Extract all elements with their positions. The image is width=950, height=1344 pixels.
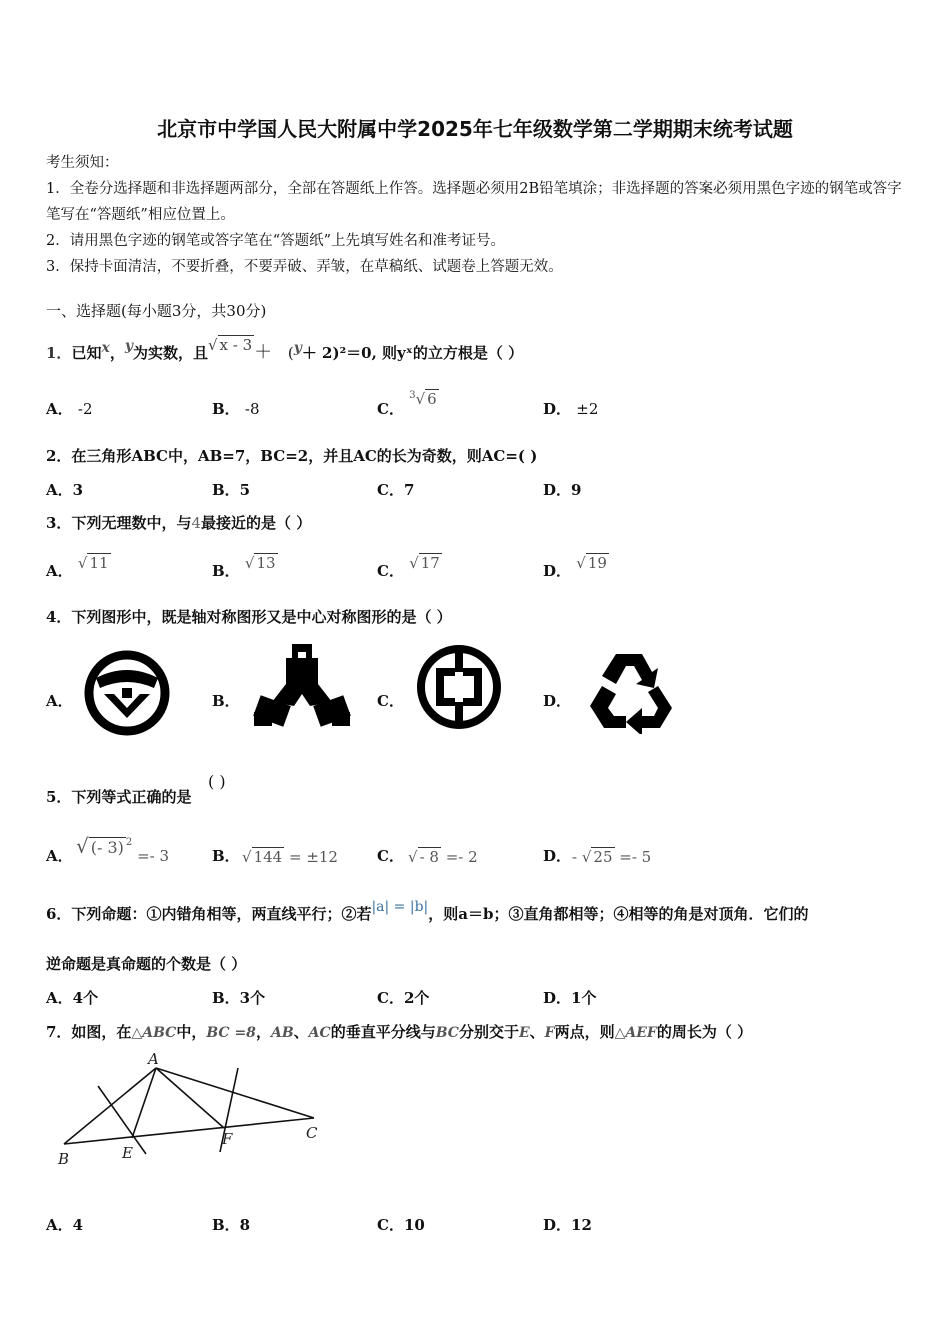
rhs: =- 5 [619,848,652,866]
option-letter: A． [46,562,73,580]
option-letter: C． [377,400,404,418]
option-value: -2 [77,400,93,418]
option-letter: D． [543,562,572,580]
option-b[interactable]: B．3个 [212,989,266,1007]
question-7 [46,1021,752,1042]
notes-heading: 考生须知： [46,155,119,171]
segment-ac-line [156,1068,314,1118]
question-number: 3． [46,514,72,532]
option-a[interactable] [46,554,111,581]
rhs: =- 3 [137,847,170,865]
sqrt-expression: √ x - 3 [207,336,253,354]
radicand: x - 3 [219,336,253,354]
option-b[interactable]: B．8 [212,1216,251,1234]
option-a[interactable]: A．3 [46,481,84,499]
q1-comma: ， [109,344,125,362]
radicand: 17 [420,554,440,572]
option-b[interactable]: B．5 [212,481,251,499]
radicand: 144 [253,848,283,866]
option-c[interactable]: C． [377,692,404,710]
option-a[interactable]: A． [46,692,73,710]
ring-emblem-icon[interactable] [82,648,172,738]
option-d[interactable]: D．12 [543,1216,592,1234]
answer-paren: ( ) [208,772,226,791]
question-number: 1． [46,344,72,362]
option-c[interactable] [377,390,439,419]
q7-text: 7．如图，在 [46,1023,132,1041]
radicand: 6 [427,390,437,408]
option-c[interactable]: C．7 [377,481,415,499]
option-a[interactable]: A．4个 [46,989,99,1007]
option-d[interactable]: D．9 [543,481,582,499]
question-6 [46,899,809,924]
var-y: y [124,338,133,354]
sqrt-expression: √ 13 [244,554,276,572]
option-a[interactable]: A．4 [46,1216,84,1234]
sqrt-expression: √ 19 [576,554,607,572]
label-b: B [58,1150,70,1168]
sqrt-expression: √ 11 [77,554,109,572]
root-index: 3 [409,390,416,401]
q1-text: ＋ 2)²＝0, 则 [301,344,398,362]
q7-text: 两点，则 [554,1023,615,1041]
option-a[interactable] [46,845,73,866]
option-letter: A． [46,400,73,418]
point-e: E [518,1025,530,1041]
q7-text: 的垂直平分线与 [330,1023,436,1041]
segment-bc: BC [435,1025,459,1041]
option-c[interactable]: C．2个 [377,989,430,1007]
label-e: E [122,1144,133,1162]
question-1 [46,338,523,364]
option-a[interactable] [46,398,93,419]
three-arm-symbol-icon[interactable] [252,642,352,732]
q3-text: 下列无理数中，与 [71,514,192,532]
label-f: F [222,1130,233,1148]
q7-text: 、 [293,1023,309,1041]
question-3 [46,512,311,533]
option-d[interactable] [543,398,598,419]
triangle-abc: △ABC [131,1025,177,1041]
q7-text: 的周长为（ ） [656,1023,753,1041]
point-f: F [544,1025,555,1041]
section-heading: 一、选择题(每小题3分，共30分) [46,302,267,320]
option-c-expression: √ - 8 =- 2 [408,848,478,866]
option-d-expression: - √ 25 =- 5 [572,848,652,866]
q1-text: 已知 [71,344,102,362]
option-b[interactable] [212,845,240,866]
question-4: 4．下列图形中，既是轴对称图形又是中心对称图形的是（ ） [46,608,452,626]
page-title: 北京市中学国人民大附属中学2025年七年级数学第二学期期末统考试题 [157,117,793,141]
option-letter: D． [543,847,572,865]
notes-item: 3．保持卡面清洁，不要折叠，不要弄破、弄皱，在草稿纸、试题卷上答题无效。 [46,259,563,275]
rhs: =- 2 [445,848,478,866]
sqrt-expression: √ 17 [409,554,440,572]
label-a: A [148,1050,159,1068]
radicand: 11 [89,554,109,572]
q7-text: 、 [529,1023,545,1041]
exam-notes [46,150,906,280]
triangle-figure [50,1048,340,1178]
option-d[interactable] [543,845,571,866]
segment-ac: AC [308,1025,331,1041]
option-c[interactable] [377,845,404,866]
q6-text: ，则a＝b；③直角都相等；④相等的角是对顶角．它们的 [428,905,809,923]
bc-length: BC =8 [206,1025,256,1041]
option-d[interactable]: D． [543,692,572,710]
q3-text: 最接近的是（ ） [201,514,312,532]
option-value: -8 [244,400,260,418]
notes-item: 2．请用黑色字迹的钢笔或答字笔在“答题纸”上先填写姓名和准考证号。 [46,233,506,249]
radicand: - 8 [419,848,439,866]
question-5: 5．下列等式正确的是 [46,788,192,806]
option-b-expression: √ 144 = ±12 [242,848,338,866]
paren: ( [287,344,294,362]
option-c[interactable]: C．10 [377,1216,425,1234]
question-6-line2: 逆命题是真命题的个数是（ ） [46,955,247,973]
minus-sign: - [572,848,582,866]
q6-text: 6．下列命题：①内错角相等，两直线平行；②若 [46,905,372,923]
option-letter: B． [212,562,240,580]
question-2: 2．在三角形ABC中，AB=7，BC=2，并且AC的长为奇数，则AC=( ) [46,447,538,465]
option-b[interactable] [212,398,260,419]
radicand: (- 3) [90,838,124,857]
exponent: 2 [125,837,133,848]
recycle-icon[interactable] [586,646,678,734]
cube-root-expression: $^3$√ 6 [409,390,437,408]
option-letter: A． [46,847,73,865]
coin-emblem-icon[interactable] [414,642,504,732]
triangle-aef: △AEF [614,1025,657,1041]
segment-af-line [156,1068,224,1128]
notes-item: 1．全卷分选择题和非选择题两部分，全部在答题纸上作答。选择题必须用2B铅笔填涂；非选择题的答案必须用黑色字迹的钢笔或答字笔写在“答题纸”相应位置上。 [46,181,902,223]
label-c: C [306,1124,318,1142]
option-d[interactable] [543,554,609,581]
var-y: y [293,340,302,356]
rhs: = ±12 [288,848,338,866]
plus-sign: ＋ [254,342,273,363]
q7-text: ， [255,1023,271,1041]
radicand: 19 [587,554,607,572]
radicand: 13 [256,554,276,572]
option-a-expression: √ (- 3) $^2$ =- 3 [76,834,170,865]
number-four: 4 [191,514,201,532]
segment-ab: AB [270,1025,294,1041]
option-b[interactable] [212,554,278,581]
option-b[interactable]: B． [212,692,240,710]
q1-text: 为实数，且 [132,344,208,362]
q7-text: 中， [176,1023,207,1041]
option-d[interactable]: D．1个 [543,989,597,1007]
q7-text: 分别交于 [458,1023,519,1041]
option-letter: B． [212,400,240,418]
option-letter: D． [543,400,572,418]
option-letter: C． [377,562,404,580]
option-letter: B． [212,847,240,865]
var-yx: yˣ [397,344,413,362]
option-c[interactable] [377,554,442,581]
radicand: 25 [593,848,613,866]
q1-text: 的立方根是（ ） [412,344,524,362]
abs-equation: |a| = |b| [371,899,429,915]
option-letter: C． [377,847,404,865]
option-value: ±2 [576,400,599,418]
var-x: x [101,340,110,356]
segment-bc-line [64,1118,314,1144]
